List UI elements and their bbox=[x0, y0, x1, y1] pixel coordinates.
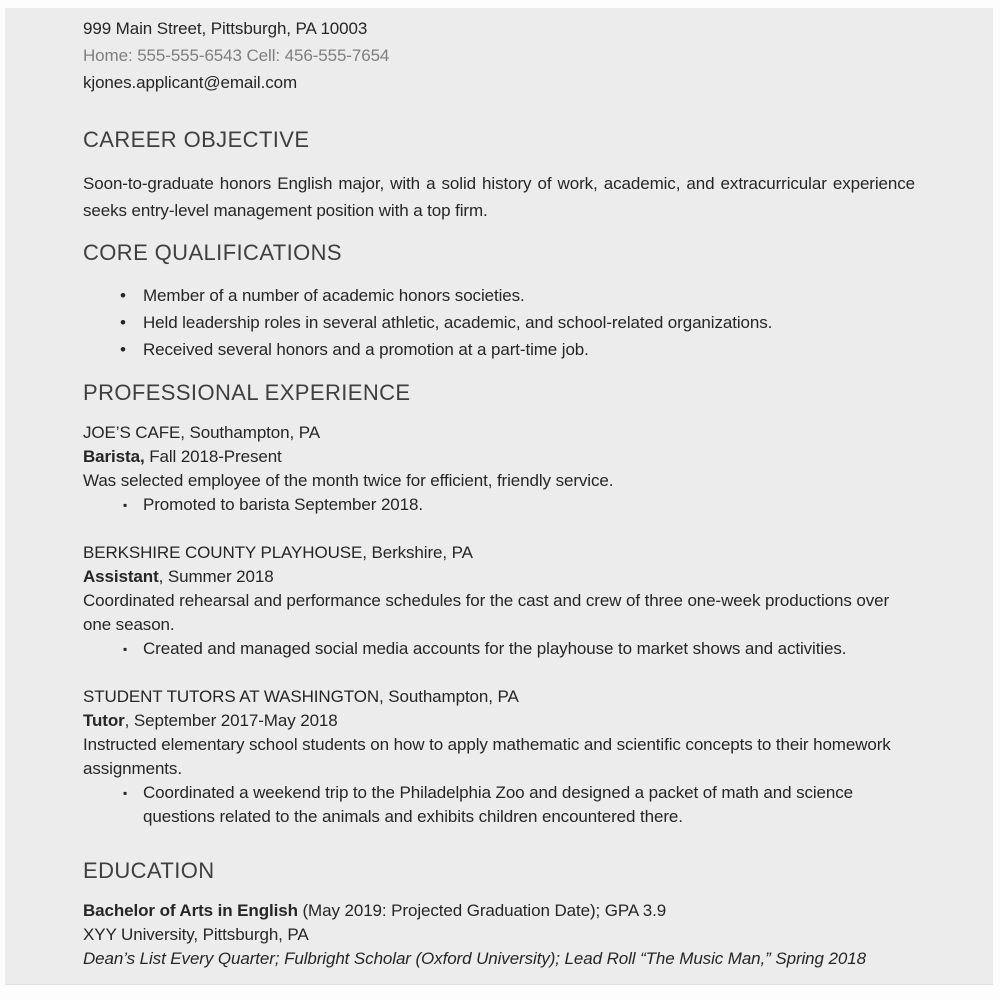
job-bullet-list bbox=[83, 781, 915, 829]
education-school: XYY University, Pittsburgh, PA bbox=[83, 925, 309, 944]
list-item-text: Received several honors and a promotion at a part-time job. bbox=[143, 340, 589, 359]
job-title: Assistant bbox=[83, 567, 159, 586]
job-bullet-list bbox=[83, 493, 915, 517]
section-heading-professional-experience: PROFESSIONAL EXPERIENCE bbox=[83, 380, 411, 405]
job-dates: , September 2017-May 2018 bbox=[124, 711, 338, 730]
list-item bbox=[83, 309, 915, 336]
job-company: STUDENT TUTORS AT WASHINGTON, Southampton, PA bbox=[83, 687, 519, 706]
job-entry bbox=[83, 421, 915, 517]
job-summary: Was selected employee of the month twice for efficient, friendly service. bbox=[83, 471, 614, 490]
job-title-line bbox=[83, 709, 915, 733]
list-item-text: Coordinated a weekend trip to the Philadelphia Zoo and designed a packet of math and science questions related to the animals and exhibits children encountered there. bbox=[143, 783, 854, 826]
job-entry bbox=[83, 685, 915, 829]
job-summary: Coordinated rehearsal and performance schedules for the cast and crew of three one-week productions over one season. bbox=[83, 591, 890, 634]
education-entry bbox=[83, 899, 915, 971]
education-degree: Bachelor of Arts in English bbox=[83, 901, 298, 920]
list-item bbox=[83, 336, 915, 363]
job-dates: Fall 2018-Present bbox=[144, 447, 282, 466]
list-item bbox=[83, 493, 915, 517]
education-degree-detail: (May 2019: Projected Graduation Date); GPA 3.9 bbox=[297, 901, 667, 920]
square-bullet-icon: ▪ bbox=[123, 498, 128, 512]
job-title: Tutor bbox=[83, 711, 125, 730]
job-title: Barista, bbox=[83, 447, 145, 466]
square-bullet-icon: ▪ bbox=[123, 786, 128, 800]
square-bullet-icon: ▪ bbox=[123, 642, 128, 656]
core-qualifications-list bbox=[83, 282, 915, 363]
list-item-text: Member of a number of academic honors societies. bbox=[143, 286, 525, 305]
section-heading-career-objective: CAREER OBJECTIVE bbox=[83, 127, 310, 152]
job-dates: , Summer 2018 bbox=[158, 567, 274, 586]
section-heading-core-qualifications: CORE QUALIFICATIONS bbox=[83, 240, 342, 265]
education-honors: Dean’s List Every Quarter; Fulbright Scholar (Oxford University); Lead Roll “The Music Man,” Spring 2018 bbox=[83, 949, 866, 968]
round-bullet-icon: • bbox=[120, 286, 126, 305]
job-entry bbox=[83, 541, 915, 661]
education-degree-line bbox=[83, 899, 915, 923]
list-item bbox=[83, 637, 915, 661]
contact-email: kjones.applicant@email.com bbox=[83, 73, 298, 92]
list-item-text: Promoted to barista September 2018. bbox=[143, 495, 423, 514]
contact-phones: Home: 555-555-6543 Cell: 456-555-7654 bbox=[83, 46, 390, 65]
round-bullet-icon: • bbox=[120, 313, 126, 332]
section-heading-education: EDUCATION bbox=[83, 858, 215, 883]
job-bullet-list bbox=[83, 637, 915, 661]
list-item-text: Created and managed social media accounts for the playhouse to market shows and activities. bbox=[143, 639, 847, 658]
job-title-line bbox=[83, 445, 915, 469]
list-item-text: Held leadership roles in several athletic, academic, and school-related organizations. bbox=[143, 313, 773, 332]
contact-address: 999 Main Street, Pittsburgh, PA 10003 bbox=[83, 19, 368, 38]
job-title-line bbox=[83, 565, 915, 589]
contact-block bbox=[83, 15, 915, 96]
list-item bbox=[83, 282, 915, 309]
list-item bbox=[83, 781, 915, 829]
job-company: JOE’S CAFE, Southampton, PA bbox=[83, 423, 320, 442]
round-bullet-icon: • bbox=[120, 340, 126, 359]
career-objective-text: Soon-to-graduate honors English major, with a solid history of work, academic, and extracurricular experience seeks entry-level management position with a top firm. bbox=[83, 174, 915, 220]
resume-page bbox=[5, 8, 993, 985]
resume-content bbox=[5, 8, 993, 971]
job-summary: Instructed elementary school students on how to apply mathematic and scientific concepts to their homework assignments. bbox=[83, 735, 891, 778]
job-company: BERKSHIRE COUNTY PLAYHOUSE, Berkshire, PA bbox=[83, 543, 473, 562]
